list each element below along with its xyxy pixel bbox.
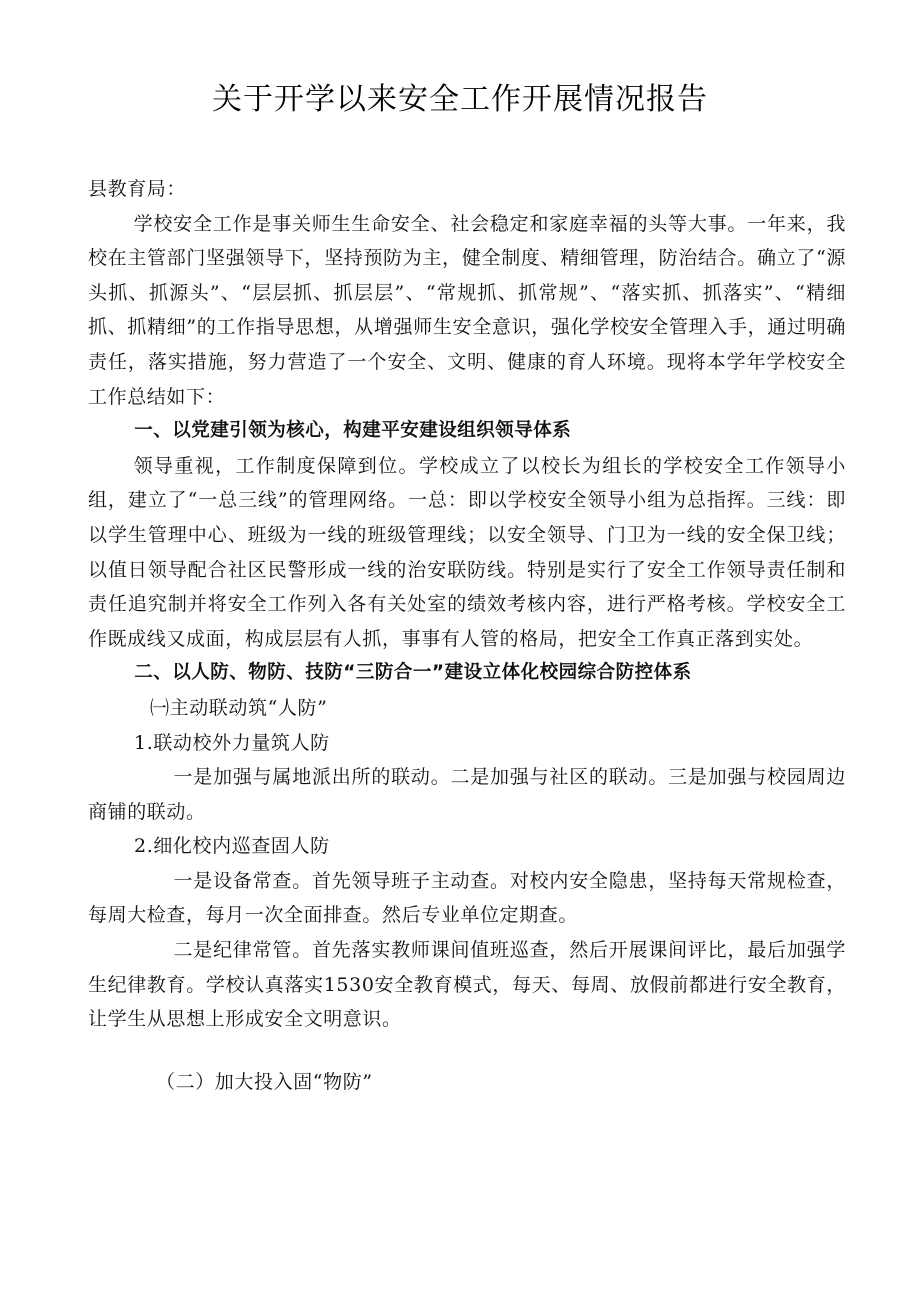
intro-paragraph: 学校安全工作是事关师生生命安全、社会稳定和家庭幸福的头等大事。一年来，我校在主管部门坚强领导下，坚持预防为主，健全制度、精细管理，防治结合。确立了“源头抓、抓源头”、“层层抓、抓层层”、“常规抓、抓常规”、“落实抓、抓落实”、“精细抓、抓精细”的工作指导思想，从增强师生安全意识，强化学校安全管理入手，通过明确责任，落实措施，努力营造了一个安全、文明、健康的育人环境。现将本学年学校安全工作总结如下： (88, 212, 846, 408)
document-title: 关于开学以来安全工作开展情况报告 (212, 82, 708, 117)
spacer (88, 1037, 846, 1065)
salutation: 县教育局： (88, 178, 187, 200)
item2-title: 2.细化校内巡查固人防 (134, 835, 330, 858)
item1-title: 1.联动校外力量筑人防 (134, 731, 330, 754)
item2-paragraph-1: 一是设备常查。首先领导班子主动查。对校内安全隐患，坚持每天常规检查，每周大检查，每月一次全面排查。然后专业单位定期查。 (88, 869, 846, 927)
section1-heading: 一、以党建引领为核心，构建平安建设组织领导体系 (134, 420, 572, 442)
subsection-heading-1: ㈠主动联动筑“人防” (150, 696, 328, 719)
document-body (88, 172, 846, 1099)
section2-heading: 二、以人防、物防、技防“三防合一”建设立体化校园综合防控体系 (134, 662, 692, 684)
section1-paragraph: 领导重视，工作制度保障到位。学校成立了以校长为组长的学校安全工作领导小组，建立了“一总三线”的管理网络。一总：即以学校安全领导小组为总指挥。三线：即以学生管理中心、班级为一线的班级管理线；以安全领导、门卫为一线的安全保卫线；以值日领导配合社区民警形成一线的治安联防线。特别是实行了安全工作领导责任制和责任追究制并将安全工作列入各有关处室的绩效考核内容，进行严格考核。学校安全工作既成线又成面，构成层层有人抓，事事有人管的格局，把安全工作真正落到实处。 (88, 454, 846, 650)
item1-paragraph: 一是加强与属地派出所的联动。二是加强与社区的联动。三是加强与校园周边商铺的联动。 (88, 766, 846, 823)
subsection-heading-2: （二）加大投入固“物防” (156, 1070, 373, 1093)
item2-paragraph-2: 二是纪律常管。首先落实教师课间值班巡查，然后开展课间评比，最后加强学生纪律教育。学校认真落实1530安全教育模式，每天、每周、放假前都进行安全教育，让学生从思想上形成安全文明意识。 (88, 939, 846, 1031)
